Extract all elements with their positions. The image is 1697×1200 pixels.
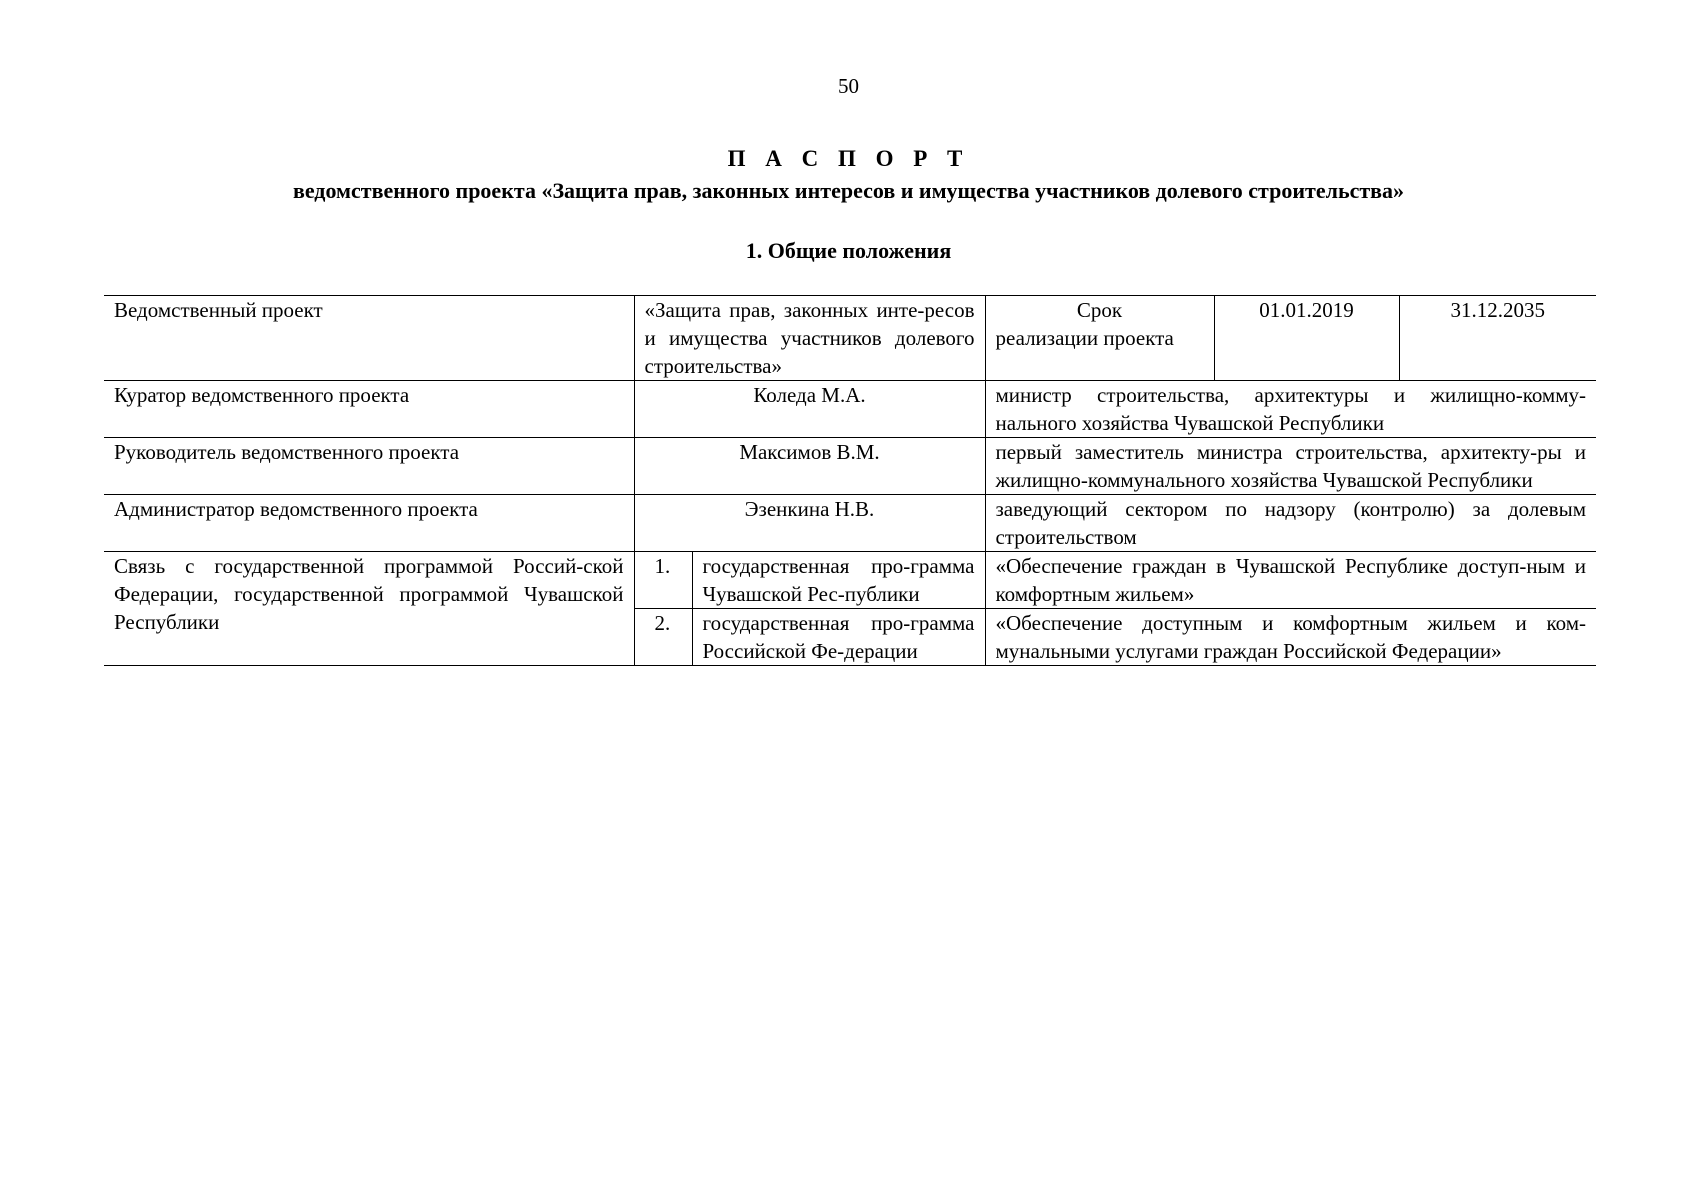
table-row-administrator bbox=[104, 495, 1596, 552]
head-name-cell: Максимов В.М. bbox=[634, 438, 985, 495]
program-name-cell: «Обеспечение граждан в Чувашской Республике доступ-ным и комфортным жильем» bbox=[985, 552, 1596, 609]
program-type-cell: государственная про-грамма Российской Фе-дерации bbox=[692, 609, 985, 666]
project-label-cell: Ведомственный проект bbox=[104, 296, 634, 381]
program-number-cell: 1. bbox=[634, 552, 692, 609]
table-row-curator bbox=[104, 381, 1596, 438]
term-label-line2: реализации проекта bbox=[995, 326, 1174, 350]
start-date-cell: 01.01.2019 bbox=[1214, 296, 1399, 381]
curator-label-cell: Куратор ведомственного проекта bbox=[104, 381, 634, 438]
administrator-position-cell: заведующий сектором по надзору (контролю) за долевым строительством bbox=[985, 495, 1596, 552]
end-date-cell: 31.12.2035 bbox=[1399, 296, 1596, 381]
page-number: 50 bbox=[838, 74, 859, 98]
document-subtitle: ведомственного проекта «Защита прав, законных интересов и имущества участников долевого строительства» bbox=[292, 178, 1405, 203]
term-label-cell bbox=[985, 296, 1214, 381]
head-position-cell: первый заместитель министра строительства, архитекту-ры и жилищно-коммунального хозяйства Чувашской Республики bbox=[985, 438, 1596, 495]
program-name-cell: «Обеспечение доступным и комфортным жильем и ком-мунальными услугами граждан Российской Федерации» bbox=[985, 609, 1596, 666]
administrator-name-cell: Эзенкина Н.В. bbox=[634, 495, 985, 552]
administrator-label-cell: Администратор ведомственного проекта bbox=[104, 495, 634, 552]
curator-name-cell: Коледа М.А. bbox=[634, 381, 985, 438]
program-number-cell: 2. bbox=[634, 609, 692, 666]
project-value-cell: «Защита прав, законных инте-ресов и имущества участников долевого строительства» bbox=[634, 296, 985, 381]
term-label-line1: Срок bbox=[1076, 298, 1123, 322]
program-type-cell: государственная про-грамма Чувашской Рес-публики bbox=[692, 552, 985, 609]
head-label-cell: Руководитель ведомственного проекта bbox=[104, 438, 634, 495]
table-row-project bbox=[104, 296, 1596, 381]
table-row-head bbox=[104, 438, 1596, 495]
document-title: П А С П О Р Т bbox=[727, 146, 970, 171]
section-title: 1. Общие положения bbox=[745, 238, 952, 263]
table-row-program-link-1 bbox=[104, 552, 1596, 609]
passport-table bbox=[104, 295, 1596, 666]
curator-position-cell: министр строительства, архитектуры и жилищно-комму-нального хозяйства Чувашской Республики bbox=[985, 381, 1596, 438]
program-link-label-cell: Связь с государственной программой Россий-ской Федерации, государственной программой Чувашской Республики bbox=[104, 552, 634, 666]
